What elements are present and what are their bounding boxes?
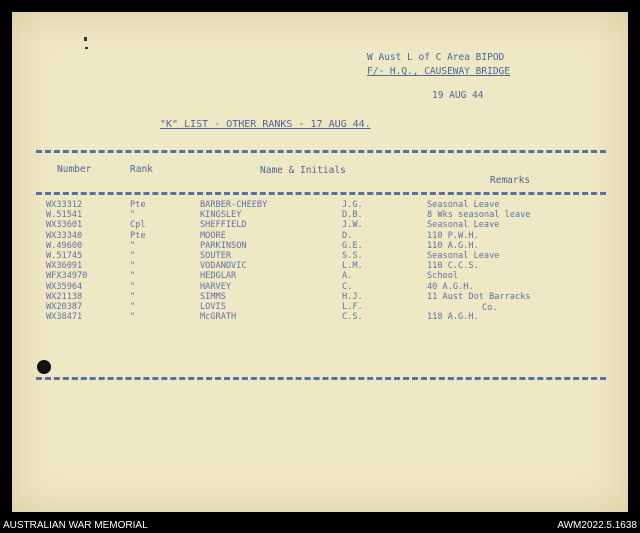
- cell-rank: ": [130, 251, 136, 261]
- cell-number: WX21138: [46, 291, 83, 302]
- footer-credit: AUSTRALIAN WAR MEMORIAL: [3, 520, 148, 531]
- cell-initials: D.B.: [342, 210, 363, 221]
- cell-number: W.51745: [46, 251, 83, 261]
- cell-name: MOORE: [200, 230, 226, 241]
- cell-remarks: Seasonal Leave: [427, 251, 500, 261]
- cell-name: BARBER-CHEEBY: [200, 200, 268, 210]
- cell-number: WFX34970: [46, 271, 88, 282]
- col-header-name: Name & Initials: [260, 165, 346, 176]
- cell-number: WX33312: [46, 200, 83, 210]
- header-line-1: W Aust L of C Area BIPOD: [367, 52, 505, 63]
- cell-initials: D.: [342, 230, 353, 241]
- punch-hole: [37, 360, 51, 374]
- cell-number: WX35964: [46, 281, 83, 292]
- cell-name: McGRATH: [200, 312, 237, 323]
- cell-name: SIMMS: [200, 291, 226, 302]
- cell-remarks: 118 A.G.H.: [427, 312, 479, 323]
- cell-number: WX36091: [46, 261, 83, 272]
- cell-rank: ": [130, 240, 136, 251]
- cell-initials: G.E.: [342, 240, 363, 251]
- cell-rank: ": [130, 261, 136, 272]
- cell-number: WX33340: [46, 230, 83, 241]
- cell-rank: ": [130, 271, 136, 282]
- cell-remarks: School: [427, 271, 459, 282]
- header-date: 19 AUG 44: [432, 90, 484, 101]
- cell-initials: C.S.: [342, 312, 363, 323]
- cell-name: KINGSLEY: [200, 210, 242, 221]
- cell-initials: J.W.: [342, 220, 363, 231]
- cell-initials: S.S.: [342, 251, 363, 261]
- cell-remarks: 110 A.G.H.: [427, 240, 479, 251]
- rule-header: [36, 192, 606, 195]
- cell-rank: ": [130, 302, 136, 312]
- rule-top: [36, 150, 606, 153]
- cell-name: LOVIS: [200, 302, 226, 312]
- cell-remarks: 40 A.G.H.: [427, 281, 474, 292]
- footer-reference: AWM2022.5.1638: [557, 520, 637, 531]
- rule-bottom: [36, 377, 606, 380]
- cell-name: HARVEY: [200, 281, 232, 292]
- col-header-number: Number: [57, 164, 92, 175]
- cell-name: PARKINSON: [200, 240, 247, 251]
- cell-number: WX38471: [46, 312, 83, 323]
- cell-rank: ": [130, 281, 136, 292]
- cell-remarks: Seasonal Leave: [427, 200, 500, 210]
- cell-remarks: 8 Wks seasonal leave: [427, 210, 531, 221]
- cell-initials: J.G.: [342, 200, 363, 210]
- col-header-rank: Rank: [130, 164, 153, 175]
- cell-rank: Cpl: [130, 220, 146, 231]
- cell-number: WX20387: [46, 302, 83, 312]
- cell-rank: Pte: [130, 230, 146, 241]
- col-header-remarks: Remarks: [490, 175, 531, 186]
- cell-number: W.49600: [46, 240, 83, 251]
- cell-remarks: 11 Aust Dot Barracks: [427, 291, 531, 302]
- document-title: "K" LIST - OTHER RANKS - 17 AUG 44.: [160, 119, 371, 130]
- cell-remarks: Seasonal Leave: [427, 220, 500, 231]
- cell-rank: ": [130, 312, 136, 323]
- cell-initials: L.F.: [342, 302, 363, 312]
- cell-rank: Pte: [130, 200, 146, 210]
- cell-name: VODANOVIC: [200, 261, 247, 272]
- cell-rank: ": [130, 291, 136, 302]
- cell-remarks: Co.: [482, 303, 498, 313]
- cell-initials: H.J.: [342, 291, 363, 302]
- cell-initials: A.: [342, 271, 353, 282]
- cell-name: SHEFFIELD: [200, 220, 247, 231]
- cell-number: WX33601: [46, 220, 83, 231]
- cell-name: HEDGLAR: [200, 271, 237, 282]
- cell-initials: C.: [342, 281, 353, 292]
- document-page: [12, 12, 628, 512]
- cell-remarks: 110 P.W.H.: [427, 230, 479, 241]
- ink-speck: [85, 47, 88, 49]
- cell-name: SOUTER: [200, 251, 232, 261]
- cell-initials: L.M.: [342, 261, 363, 272]
- cell-remarks: 110 C.C.S.: [427, 261, 479, 272]
- cell-number: W.51541: [46, 210, 83, 221]
- cell-rank: ": [130, 210, 136, 221]
- header-line-2: F/- H.Q., CAUSEWAY BRIDGE: [367, 66, 510, 77]
- ink-speck: [84, 37, 87, 41]
